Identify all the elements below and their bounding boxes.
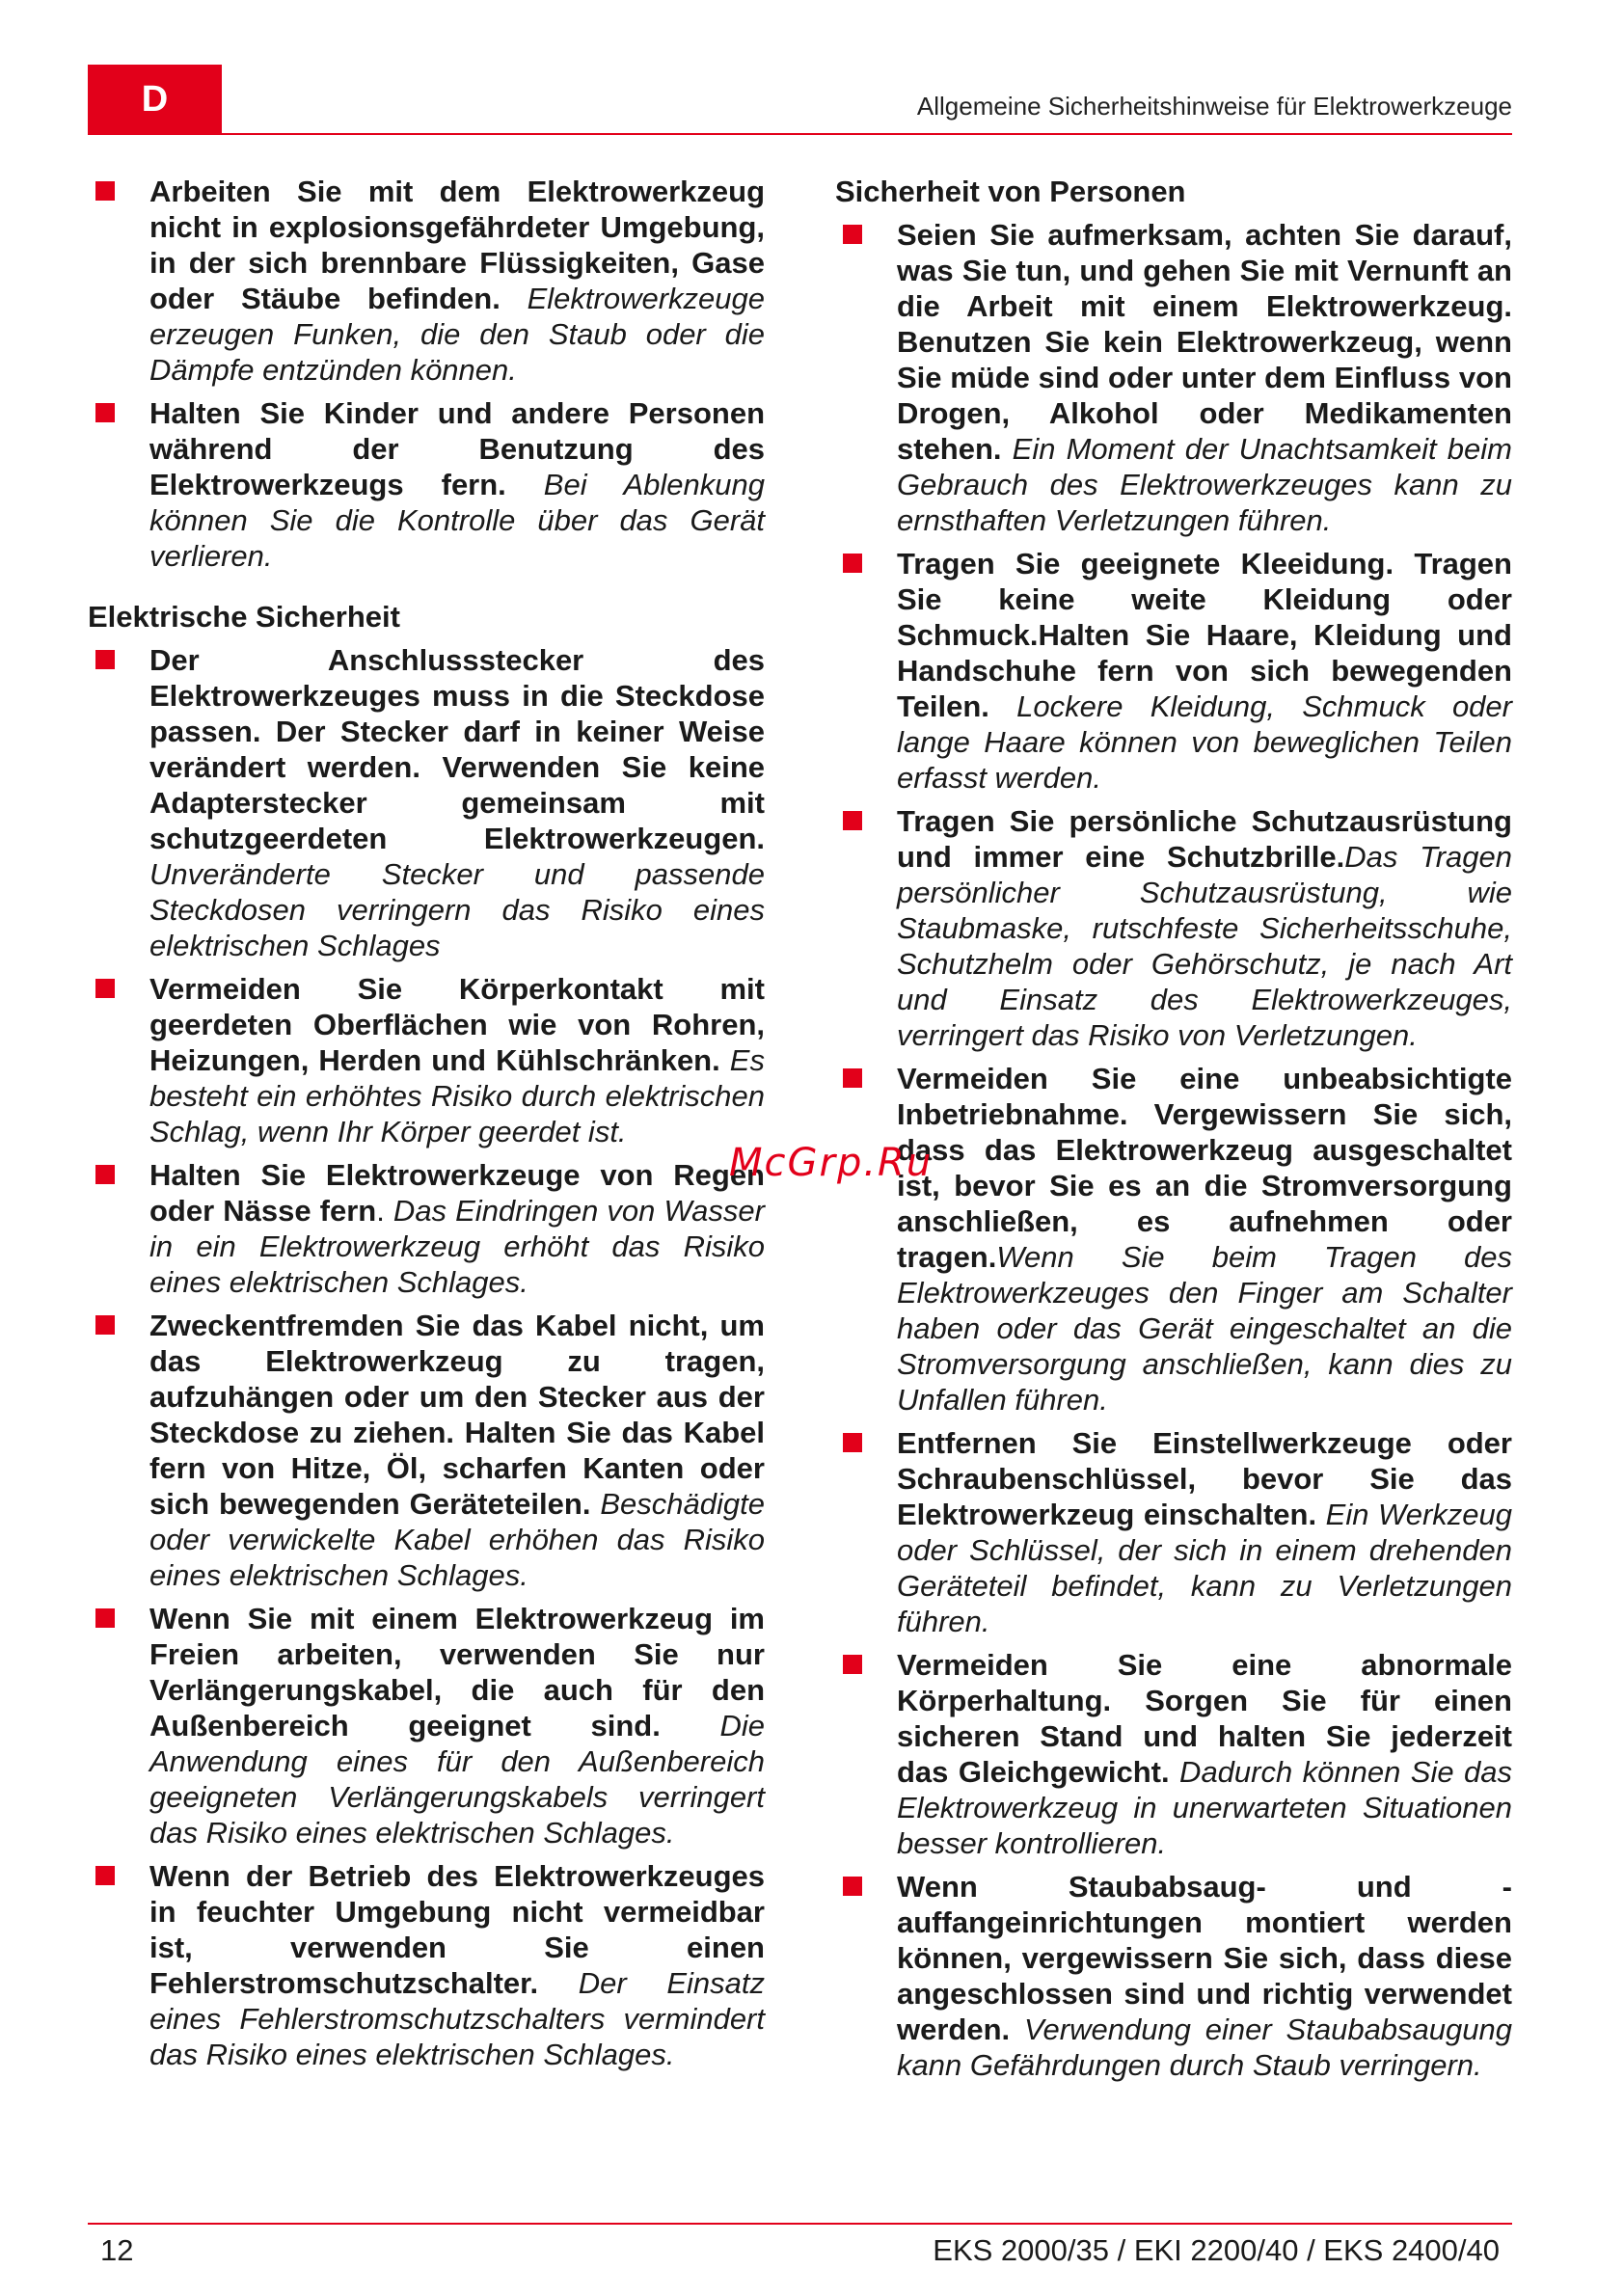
list-item: Halten Sie Kinder und andere Personen während der Benutzung des Elektrowerkzeugs fern. Bei Ablenkung können Sie die Kontrolle über das Gerät verlieren.: [88, 395, 765, 574]
list-item: Tragen Sie geeignete Kleeidung. Tragen Sie keine weite Kleidung oder Schmuck.Halten Sie Haare, Kleidung und Handschuhe fern von sich bewegenden Teilen. Lockere Kleidung, Schmuck oder lange Haare können von beweglichen Teilen erfasst werden.: [835, 546, 1512, 796]
language-tab: D: [88, 65, 222, 134]
list-item: Vermeiden Sie eine unbeabsichtigte Inbetriebnahme. Vergewissern Sie sich, dass das Elektrowerkzeug ausgeschaltet ist, bevor Sie es an die Stromversorgung anschließen, es aufnehmen oder tragen.Wenn Sie beim Tragen des Elektrowerkzeuges den Finger am Schalter haben oder das Gerät eingeschaltet an die Stromversorgung anschließen, kann dies zu Unfallen führen.: [835, 1061, 1512, 1418]
watermark: McGrp.Ru: [729, 1141, 934, 1185]
bullet-square-icon: [843, 1877, 862, 1896]
list-item: Der Anschlussstecker des Elektrowerkzeuges muss in die Steckdose passen. Der Stecker darf in keiner Weise verändert werden. Verwenden Sie keine Adapterstecker gemeinsam mit schutzgeerdeten Elektrowerkzeugen. Unveränderte Stecker und passende Steckdosen verringern das Risiko eines elektrischen Schlages: [88, 642, 765, 963]
list-item: Zweckentfremden Sie das Kabel nicht, um das Elektrowerkzeug zu tragen, aufzuhängen oder um den Stecker aus der Steckdose zu ziehen. Halten Sie das Kabel fern von Hitze, Öl, scharfen Kanten oder sich bewegenden Geräteteilen. Beschädigte oder verwickelte Kabel erhöhen das Risiko eines elektrischen Schlages.: [88, 1308, 765, 1593]
list-item: Vermeiden Sie eine abnormale Körperhaltung. Sorgen Sie für einen sicheren Stand und halten Sie jederzeit das Gleichgewicht. Dadurch können Sie das Elektrowerkzeug in unerwarteten Situationen besser kontrollieren.: [835, 1647, 1512, 1861]
header-divider: [88, 133, 1512, 135]
bullet-square-icon: [95, 181, 115, 201]
list-item: Entfernen Sie Einstellwerkzeuge oder Schraubenschlüssel, bevor Sie das Elektrowerkzeug einschalten. Ein Werkzeug oder Schlüssel, der sich in einem drehenden Geräteteil befindet, kann zu Verletzungen führen.: [835, 1425, 1512, 1639]
left-column: [88, 174, 765, 2080]
bullet-square-icon: [95, 650, 115, 669]
list-item: Wenn Staubabsaug- und -auffangeinrichtungen montiert werden können, vergewissern Sie sich, dass diese angeschlossen sind und richtig verwendet werden. Verwendung einer Staubabsaugung kann Gefährdungen durch Staub verringern.: [835, 1869, 1512, 2083]
page-number: 12: [100, 2233, 134, 2267]
bullet-square-icon: [843, 1068, 862, 1088]
bullet-square-icon: [95, 1315, 115, 1335]
bullet-square-icon: [843, 1433, 862, 1452]
bullet-square-icon: [843, 811, 862, 830]
bullet-square-icon: [95, 403, 115, 422]
footer-divider: [88, 2223, 1512, 2225]
bullet-square-icon: [95, 1165, 115, 1184]
electrical-safety-list: [88, 642, 765, 2072]
list-item: Wenn Sie mit einem Elektrowerkzeug im Freien arbeiten, verwenden Sie nur Verlängerungskabel, die auch für den Außenbereich geeignet sind. Die Anwendung eines für den Außenbereich geeigneten Verlängerungskabels verringert das Risiko eines elektrischen Schlages.: [88, 1601, 765, 1850]
list-item: Vermeiden Sie Körperkontakt mit geerdeten Oberflächen wie von Rohren, Heizungen, Herden und Kühlschränken. Es besteht ein erhöhtes Risiko durch elektrischen Schlag, wenn Ihr Körper geerdet ist.: [88, 971, 765, 1149]
bullet-square-icon: [95, 1866, 115, 1885]
list-item: Wenn der Betrieb des Elektrowerkzeuges in feuchter Umgebung nicht vermeidbar ist, verwenden Sie einen Fehlerstromschutzschalter. Der Einsatz eines Fehlerstromschutzschalters vermindert das Risiko eines elektrischen Schlages.: [88, 1858, 765, 2072]
footer-model: EKS 2000/35 / EKI 2200/40 / EKS 2400/40: [933, 2233, 1500, 2267]
section-title-personal-safety: Sicherheit von Personen: [835, 175, 1186, 208]
bullet-square-icon: [95, 1608, 115, 1628]
list-item: Arbeiten Sie mit dem Elektrowerkzeug nicht in explosionsgefährdeter Umgebung, in der sich brennbare Flüssigkeiten, Gase oder Stäube befinden. Elektrowerkzeuge erzeugen Funken, die den Staub oder die Dämpfe entzünden können.: [88, 174, 765, 388]
bullet-square-icon: [95, 979, 115, 998]
page-header-title: Allgemeine Sicherheitshinweise für Elektrowerkzeuge: [916, 92, 1512, 121]
bullet-square-icon: [843, 225, 862, 244]
list-item: Tragen Sie persönliche Schutzausrüstung und immer eine Schutzbrille.Das Tragen persönlicher Schutzausrüstung, wie Staubmaske, rutschfeste Sicherheitsschuhe, Schutzhelm oder Gehörschutz, je nach Art und Einsatz des Elektrowerkzeuges, verringert das Risiko von Verletzungen.: [835, 803, 1512, 1053]
list-item: Seien Sie aufmerksam, achten Sie darauf, was Sie tun, und gehen Sie mit Vernunft an die Arbeit mit einem Elektrowerkzeug. Benutzen Sie kein Elektrowerkzeug, wenn Sie müde sind oder unter dem Einfluss von Drogen, Alkohol oder Medikamenten stehen. Ein Moment der Unachtsamkeit beim Gebrauch des Elektrowerkzeuges kann zu ernsthaften Verletzungen führen.: [835, 217, 1512, 538]
right-column: [835, 174, 1512, 2091]
intro-list: [88, 174, 765, 574]
list-item: Halten Sie Elektrowerkzeuge von Regen oder Nässe fern. Das Eindringen von Wasser in ein Elektrowerkzeug erhöht das Risiko eines elektrischen Schlages.: [88, 1157, 765, 1300]
personal-safety-list: [835, 217, 1512, 2083]
bullet-square-icon: [843, 1655, 862, 1674]
bullet-square-icon: [843, 554, 862, 573]
section-title-electrical-safety: Elektrische Sicherheit: [88, 600, 400, 634]
